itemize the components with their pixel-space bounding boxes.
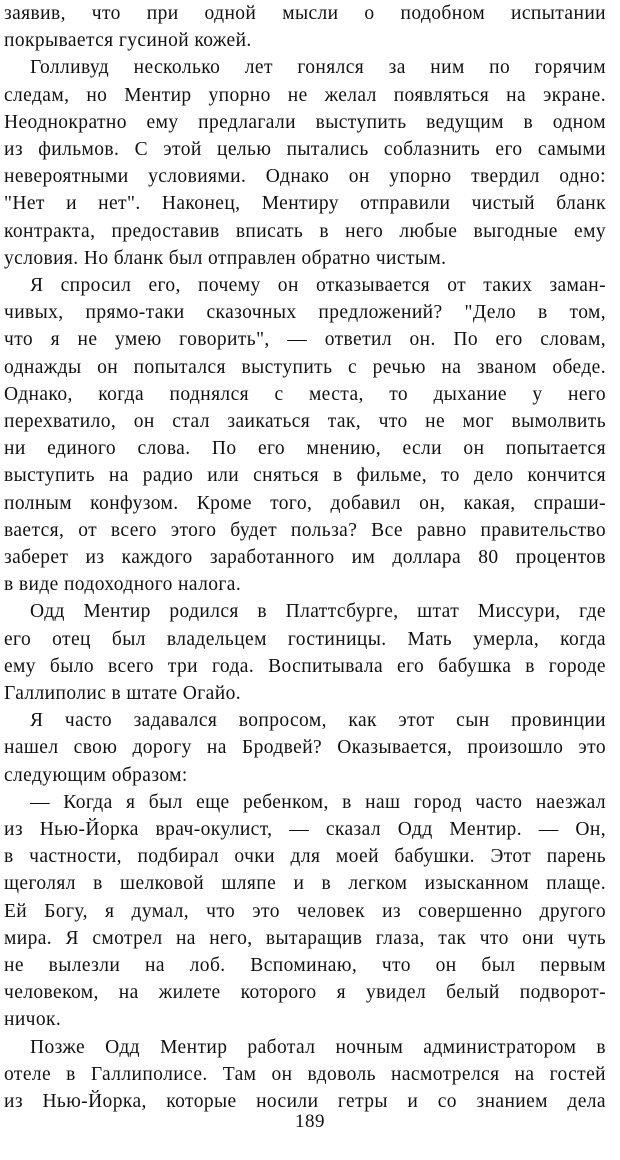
text-line: контракта, предоставив вписать в него любые выгодные ему <box>4 220 606 242</box>
text-line: выступить на радио или сняться в фильме, то дело кончится <box>4 465 606 487</box>
text-line: Голливуд несколько лет гонялся за ним по горячим <box>30 57 606 79</box>
text-line: щеголял в шелковой шляпе и в легком изысканном плаще. <box>4 873 606 895</box>
text-line: Неоднократно ему предлагали выступить ведущим в одном <box>4 111 606 133</box>
text-line: однажды он попытался выступить с речью на званом обеде. <box>4 356 606 378</box>
page-number: 189 <box>295 1111 325 1132</box>
text-line: отеле в Галлиполисе. Там он вдоволь насмотрелся на гостей <box>4 1063 606 1085</box>
text-line: заберет из каждого заработанного им доллара 80 процентов <box>4 547 606 568</box>
text-line: нашел свою дорогу на Бродвей? Оказывается, произошло это <box>4 737 606 759</box>
text-line: Однако, когда поднялся с места, то дыхание у него <box>4 383 606 405</box>
text-line: вается, от всего этого будет польза? Все равно правительство <box>4 519 606 541</box>
text-line: Галлиполис в штате Огайо. <box>4 683 241 704</box>
text-line: заявив, что при одной мысли о подобном испытании <box>4 3 606 24</box>
text-line: чивых, прямо-таки сказочных предложений? "Дело в том, <box>4 302 606 324</box>
text-line: из фильмов. С этой целью пытались соблазнить его самыми <box>4 139 606 160</box>
text-line: — Когда я был еще ребенком, в наш город часто наезжал <box>30 791 606 813</box>
text-line: условия. Но бланк был отправлен обратно чистым. <box>4 247 447 269</box>
text-line: ни единого слова. По его мнению, если он попытается <box>4 438 606 460</box>
text-line: из Нью-Йорка врач-окулист, — сказал Одд Ментир. — Он, <box>4 819 606 840</box>
text-line: следующим образом: <box>4 764 188 786</box>
text-line: ему было всего три года. Воспитывала его бабушка в городе <box>4 655 606 677</box>
text-line: в частности, подбирал очки для моей бабушки. Этот парень <box>4 846 606 868</box>
text-line: Одд Ментир родился в Платтсбурге, штат Миссури, где <box>30 601 606 623</box>
text-line: невероятными условиями. Однако он упорно твердил одно: <box>4 166 606 188</box>
text-line: человеком, на жилете которого я увидел белый подворот- <box>4 982 606 1004</box>
text-line: Я часто задавался вопросом, как этот сын провинции <box>30 710 606 732</box>
text-line: в виде подоходного налога. <box>4 574 242 596</box>
text-line: мира. Я смотрел на него, вытаращив глаза, так что они чуть <box>4 927 606 949</box>
text-line: "Нет и нет". Наконец, Ментиру отправили чистый бланк <box>4 193 606 215</box>
text-line: ничок. <box>4 1009 62 1031</box>
text-line: Я спросил его, почему он отказывается от таких заман- <box>30 275 606 296</box>
text-line: полным конфузом. Кроме того, добавил он, какая, спраши- <box>4 492 606 514</box>
text-line: перехватило, он стал заикаться так, что не мог вымолвить <box>4 411 606 432</box>
text-line: не вылезли на лоб. Вспоминаю, что он был первым <box>4 955 606 976</box>
text-line: Ей Богу, я думал, что это человек из совершенно другого <box>4 900 606 922</box>
text-line: Позже Одд Ментир работал ночным администратором в <box>30 1036 606 1058</box>
text-line: что я не умею говорить", — ответил он. По его словам, <box>4 329 606 351</box>
text-line: из Нью-Йорка, которые носили гетры и со знанием дела <box>4 1091 606 1112</box>
text-line: покрывается гусиной кожей. <box>4 30 252 52</box>
text-line: его отец был владельцем гостиницы. Мать умерла, когда <box>4 628 606 650</box>
text-line: следам, но Ментир упорно не желал появляться на экране. <box>4 84 606 106</box>
